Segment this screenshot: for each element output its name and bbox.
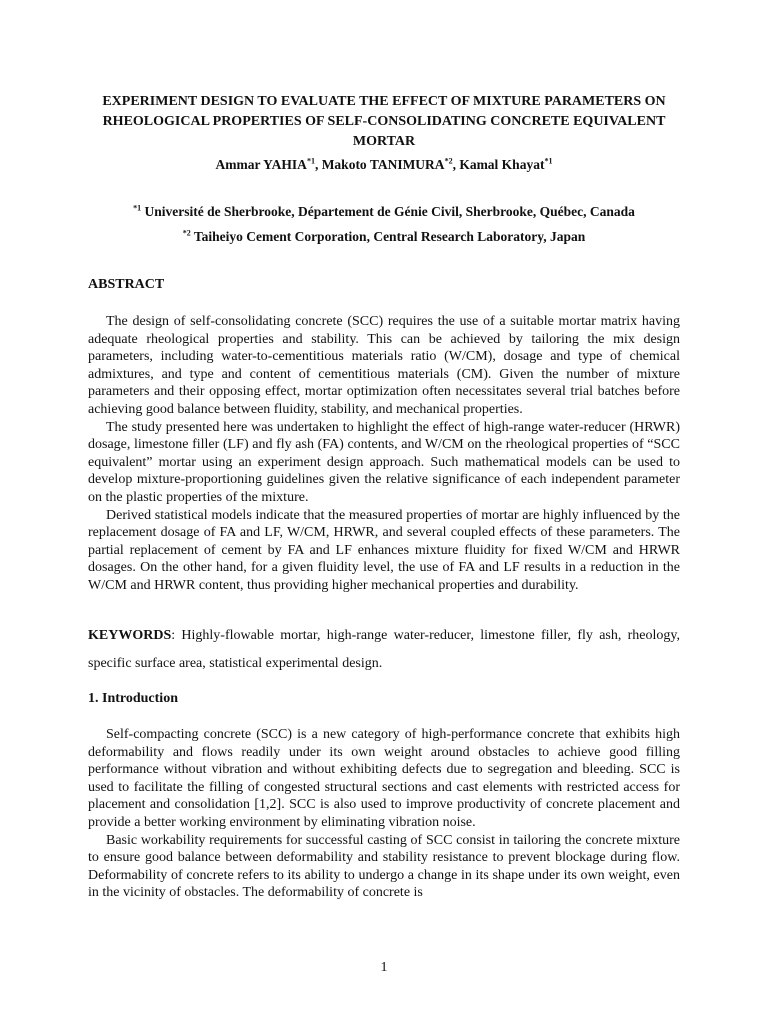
abstract-paragraph: Derived statistical models indicate that the measured properties of mortar are highly influenced by the replacement dosage of FA and LF, W/CM, HRWR, and several coupled effects of these parameters. The partial replacement of cement by FA and LF enhances mixture fluidity for fixed W/CM and HRWR dosages. On the other hand, for a given fluidity level, the use of FA and LF results in a reduction in the W/CM and HRWR content, thus providing higher mechanical properties and durability. — [88, 507, 680, 593]
abstract-paragraph: The design of self-consolidating concrete (SCC) requires the use of a suitable mortar matrix having adequate rheological properties and stability. This can be achieved by tailoring the mix design parameters, including water-to-cementitious materials ratio (W/CM), dosage and type of chemical admixtures, and type and content of cementitious materials (CM). Given the number of mixture parameters and their opposing effect, mortar optimization often necessitates several trial batches before achieving good balance between fluidity, stability, and mechanical properties. — [88, 314, 680, 417]
section-heading-introduction: 1. Introduction — [88, 691, 178, 706]
author-name: Ammar YAHIA — [215, 157, 307, 172]
abstract-heading: ABSTRACT — [88, 277, 165, 292]
paper-title: EXPERIMENT DESIGN TO EVALUATE THE EFFECT OF MIXTURE PARAMETERS ON RHEOLOGICAL PROPERTIES OF SELF-CONSOLIDATING CONCRETE EQUIVALENT MORTAR — [102, 94, 666, 149]
introduction-body — [88, 726, 680, 902]
affiliation-mark: *1 — [133, 203, 142, 213]
affiliation-mark: *2 — [182, 228, 191, 238]
affiliation — [0, 204, 768, 220]
page-number: 1 — [380, 960, 388, 975]
affiliation-text: Taiheiyo Cement Corporation, Central Research Laboratory, Japan — [190, 229, 586, 244]
introduction-paragraph: Self-compacting concrete (SCC) is a new category of high-performance concrete that exhibits high deformability and flows readily under its own weight around obstacles to achieve good filling performance without vibration and without exhibiting defects due to segregation and bleeding. SCC is used to facilitate the filling of congested structural sections and cast elements with restricted access for placement and consolidation [1,2]. SCC is also used to improve productivity of concrete placement and provide a better working environment by eliminating vibration noise. — [88, 727, 680, 830]
author-affiliation-mark: *2 — [444, 156, 453, 166]
affiliation-text: Université de Sherbrooke, Département de Génie Civil, Sherbrooke, Québec, Canada — [141, 204, 635, 219]
author-name: Makoto TANIMURA — [321, 157, 445, 172]
affiliation — [0, 229, 768, 245]
keywords-text: : Highly-flowable mortar, high-range water-reducer, limestone filler, fly ash, rheology, specific surface area, statistical experimental design. — [88, 628, 680, 671]
author-name: Kamal Khayat — [459, 157, 545, 172]
author-affiliation-mark: *1 — [306, 156, 315, 166]
keywords — [88, 622, 680, 678]
introduction-paragraph: Basic workability requirements for successful casting of SCC consist in tailoring the concrete mixture to ensure good balance between deformability and stability resistance to prevent blockage during flow. Deformability of concrete refers to its ability to undergo a change in its shape under its own weight, even in the vicinity of obstacles. The deformability of concrete is — [88, 832, 680, 901]
author-affiliation-mark: *1 — [544, 156, 553, 166]
abstract-paragraph: The study presented here was undertaken to highlight the effect of high-range water-reducer (HRWR) dosage, limestone filler (LF) and fly ash (FA) contents, and W/CM on the rheological properties of “SCC equivalent” mortar using an experiment design approach. Such mathematical models can be used to develop mixture-proportioning guidelines given the relative significance of each independent parameter on the plastic properties of the mixture. — [88, 419, 680, 505]
author-list — [0, 157, 768, 173]
abstract-body — [88, 313, 680, 595]
author-separator: , — [314, 157, 322, 172]
keywords-label: KEYWORDS — [88, 628, 172, 643]
author-separator: , — [452, 157, 460, 172]
